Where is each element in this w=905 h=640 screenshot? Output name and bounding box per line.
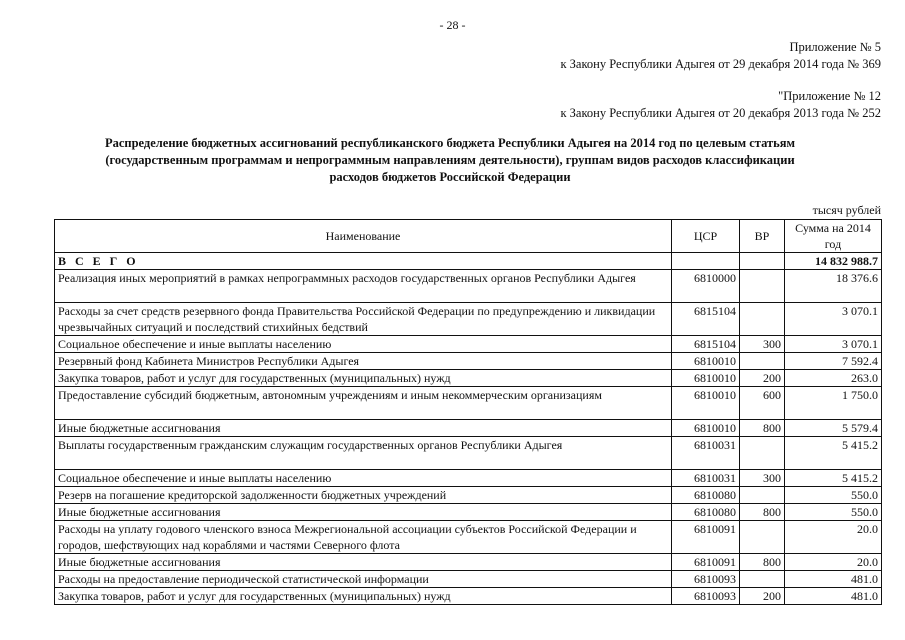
cell-name: Социальное обеспечение и иные выплаты населению	[55, 470, 672, 487]
cell-csr	[672, 253, 740, 270]
table-row	[55, 336, 882, 353]
cell-vr	[740, 571, 785, 588]
cell-sum: 263.0	[785, 370, 882, 387]
table-row	[55, 420, 882, 437]
cell-vr	[740, 303, 785, 336]
cell-name: Расходы на предоставление периодической статистической информации	[55, 571, 672, 588]
appendix-5-law: к Закону Республики Адыгея от 29 декабря 2014 года № 369	[560, 57, 881, 71]
appendix-12-reference	[560, 88, 881, 122]
table-row	[55, 370, 882, 387]
table-row	[55, 504, 882, 521]
cell-vr: 800	[740, 554, 785, 571]
table-row	[55, 521, 882, 554]
cell-csr: 6815104	[672, 303, 740, 336]
table-header-row	[55, 220, 882, 253]
table-row-total	[55, 253, 882, 270]
cell-vr	[740, 521, 785, 554]
table-row	[55, 554, 882, 571]
cell-sum: 3 070.1	[785, 303, 882, 336]
document-title-line-3: расходов бюджетов Российской Федерации	[329, 170, 571, 184]
cell-sum: 14 832 988.7	[785, 253, 882, 270]
cell-sum: 481.0	[785, 571, 882, 588]
table-row	[55, 470, 882, 487]
table-row	[55, 487, 882, 504]
cell-csr: 6810080	[672, 504, 740, 521]
document-title	[60, 135, 840, 186]
cell-name: Иные бюджетные ассигнования	[55, 554, 672, 571]
appendix-12-title: "Приложение № 12	[778, 89, 881, 103]
table-row	[55, 437, 882, 470]
cell-name: Реализация иных мероприятий в рамках непрограммных расходов государственных органов Республики Адыгея	[55, 270, 672, 303]
header-vr: ВР	[740, 220, 785, 253]
cell-sum: 18 376.6	[785, 270, 882, 303]
header-sum: Сумма на 2014 год	[785, 220, 882, 253]
header-name: Наименование	[55, 220, 672, 253]
table-row	[55, 353, 882, 370]
cell-csr: 6810031	[672, 437, 740, 470]
budget-table	[54, 219, 882, 605]
cell-csr: 6810091	[672, 554, 740, 571]
cell-sum: 7 592.4	[785, 353, 882, 370]
cell-csr: 6810031	[672, 470, 740, 487]
cell-sum: 20.0	[785, 521, 882, 554]
cell-name: Резервный фонд Кабинета Министров Республики Адыгея	[55, 353, 672, 370]
cell-vr	[740, 437, 785, 470]
table-row	[55, 571, 882, 588]
cell-csr: 6810093	[672, 588, 740, 605]
cell-csr: 6815104	[672, 336, 740, 353]
units-label: тысяч рублей	[812, 203, 881, 217]
cell-vr: 300	[740, 470, 785, 487]
cell-name: Социальное обеспечение и иные выплаты населению	[55, 336, 672, 353]
table-row	[55, 588, 882, 605]
cell-vr	[740, 270, 785, 303]
cell-csr: 6810010	[672, 420, 740, 437]
cell-sum: 550.0	[785, 504, 882, 521]
cell-name: Выплаты государственным гражданским служащим государственных органов Республики Адыгея	[55, 437, 672, 470]
appendix-12-law: к Закону Республики Адыгея от 20 декабря 2013 года № 252	[560, 106, 881, 120]
cell-name: В С Е Г О	[55, 253, 672, 270]
cell-csr: 6810000	[672, 270, 740, 303]
cell-name: Иные бюджетные ассигнования	[55, 504, 672, 521]
header-csr: ЦСР	[672, 220, 740, 253]
cell-csr: 6810010	[672, 387, 740, 420]
cell-name: Закупка товаров, работ и услуг для государственных (муниципальных) нужд	[55, 588, 672, 605]
cell-vr: 300	[740, 336, 785, 353]
cell-sum: 481.0	[785, 588, 882, 605]
cell-name: Резерв на погашение кредиторской задолженности бюджетных учреждений	[55, 487, 672, 504]
table-row	[55, 303, 882, 336]
cell-csr: 6810010	[672, 370, 740, 387]
cell-vr: 200	[740, 588, 785, 605]
appendix-5-title: Приложение № 5	[789, 40, 881, 54]
table-row	[55, 387, 882, 420]
cell-csr: 6810010	[672, 353, 740, 370]
cell-sum: 3 070.1	[785, 336, 882, 353]
cell-vr: 800	[740, 420, 785, 437]
cell-name: Расходы за счет средств резервного фонда Правительства Российской Федерации по предупреждению и ликвидации чрезвычайных ситуаций и последствий стихийных бедствий	[55, 303, 672, 336]
cell-sum: 5 579.4	[785, 420, 882, 437]
cell-name: Предоставление субсидий бюджетным, автономным учреждениям и иным некоммерческим организациям	[55, 387, 672, 420]
appendix-5-reference	[560, 39, 881, 73]
document-title-line-2: (государственным программам и непрограммным направлениям деятельности), группам видов расходов классификации	[105, 153, 795, 167]
cell-sum: 1 750.0	[785, 387, 882, 420]
cell-vr: 800	[740, 504, 785, 521]
cell-sum: 550.0	[785, 487, 882, 504]
cell-vr: 600	[740, 387, 785, 420]
cell-csr: 6810080	[672, 487, 740, 504]
table-row	[55, 270, 882, 303]
page-number: - 28 -	[439, 18, 466, 32]
cell-sum: 5 415.2	[785, 470, 882, 487]
cell-sum: 20.0	[785, 554, 882, 571]
cell-name: Закупка товаров, работ и услуг для государственных (муниципальных) нужд	[55, 370, 672, 387]
cell-name: Иные бюджетные ассигнования	[55, 420, 672, 437]
cell-vr	[740, 487, 785, 504]
cell-sum: 5 415.2	[785, 437, 882, 470]
cell-vr	[740, 353, 785, 370]
document-title-line-1: Распределение бюджетных ассигнований республиканского бюджета Республики Адыгея на 2014 год по целевым статьям	[104, 136, 796, 150]
cell-vr: 200	[740, 370, 785, 387]
cell-csr: 6810093	[672, 571, 740, 588]
cell-vr	[740, 253, 785, 270]
cell-name: Расходы на уплату годового членского взноса Межрегиональной ассоциации субъектов Российской Федерации и городов, шефствующих над кораблями и частями Северного флота	[55, 521, 672, 554]
cell-csr: 6810091	[672, 521, 740, 554]
